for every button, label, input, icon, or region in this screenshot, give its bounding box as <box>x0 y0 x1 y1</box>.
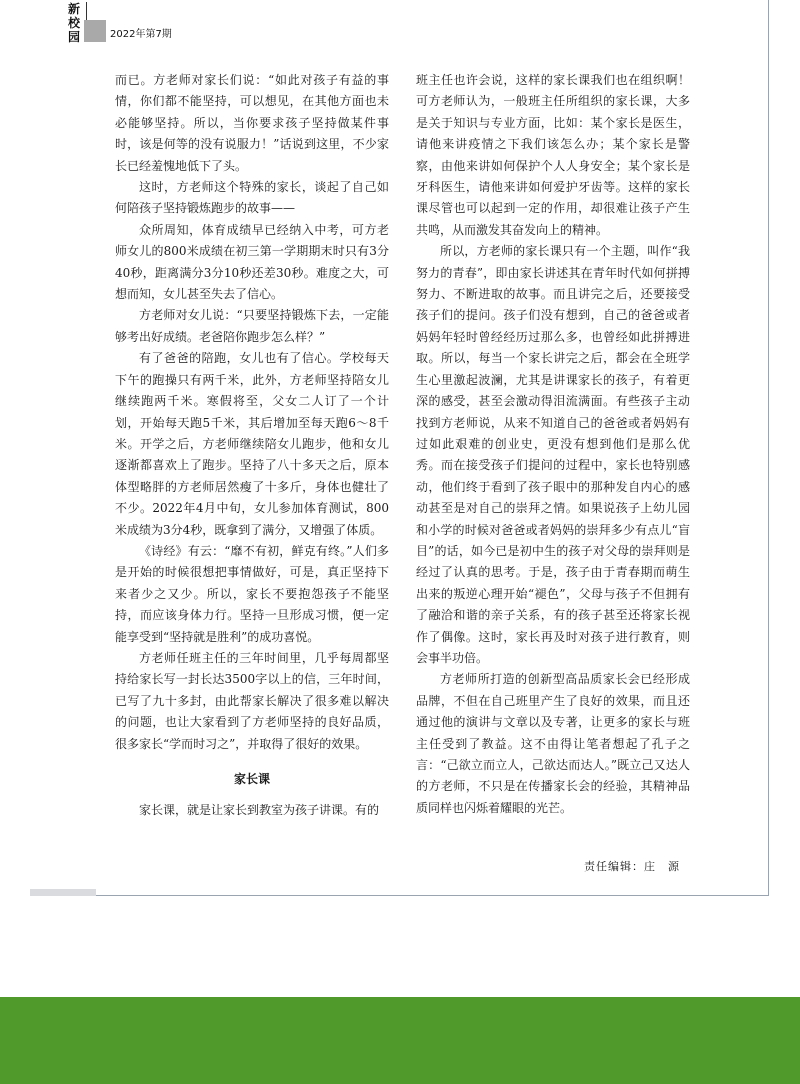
brand-char: 新 <box>68 2 81 16</box>
right-column <box>416 70 690 819</box>
paragraph: 家长课，就是让家长到教室为孩子讲课。有的 <box>139 803 380 818</box>
paragraph: 方老师任班主任的三年时间里，几乎每周都坚持给家长写一封长达3500字以上的信，三年时间，已写了九十多封，由此帮家长解决了很多难以解决的问题，也让大家看到了方老师坚持的良好品质，很多家长“学而时习之”，并取得了很好的效果。 <box>115 650 389 751</box>
issue-label: 2022年第7期 <box>110 29 172 40</box>
editor-credit: 责任编辑：庄 源 <box>584 860 680 873</box>
paragraph: 这时，方老师这个特殊的家长，谈起了自己如何陪孩子坚持锻炼跑步的故事—— <box>115 180 389 216</box>
paragraph: 而已。方老师对家长们说：“如此对孩子有益的事情，你们都不能坚持，可以想见，在其他方面也未必能够坚持。所以，当你要求孩子坚持做某件事时，该是何等的没有说服力！”话说到这里，不少家长已经羞愧地低下了头。 <box>115 73 389 173</box>
brand-char: 校 <box>68 16 81 30</box>
paragraph: 所以，方老师的家长课只有一个主题，叫作“我努力的青春”，即由家长讲述其在青年时代如何拼搏努力、不断进取的故事。而且讲完之后，还要接受孩子们的提问。孩子们没有想到，自己的爸爸或者妈妈年轻时曾经经历过那么多，也曾经如此拼搏进取。所以，每当一个家长讲完之后，都会在全班学生心里激起波澜，尤其是讲课家长的孩子，有着更深的感受，甚至会激动得泪流满面。有些孩子主动找到方老师说，从来不知道自己的爸爸或者妈妈有过如此艰难的创业史，更没有想到他们是那么优秀。而在接受孩子们提问的过程中，家长也特别感动，他们终于看到了孩子眼中的那种发自内心的感动甚至是对自己的崇拜之情。如果说孩子上幼儿园和小学的时候对爸爸或者妈妈的崇拜多少有点儿“盲目”的话，如今已是初中生的孩子对父母的崇拜则是经过了认真的思考。于是，孩子由于青春期而萌生出来的叛逆心理开始“褪色”，父母与孩子不但拥有了融洽和谐的亲子关系，有的孩子甚至还将家长视作了偶像。这时，家长再及时对孩子进行教育，则会事半功倍。 <box>416 244 690 665</box>
paragraph: 方老师所打造的创新型高品质家长会已经形成品牌，不但在自己班里产生了良好的效果，而且还通过他的演讲与文章以及专著，让更多的家长与班主任受到了教益。这不由得让笔者想起了孔子之言：“己欲立而立人，己欲达而达人。”既立己又达人的方老师，不只是在传播家长会的经验，其精神品质同样也闪烁着耀眼的光芒。 <box>416 672 690 815</box>
paragraph: 方老师对女儿说：“只要坚持锻炼下去，一定能够考出好成绩。老爸陪你跑步怎么样？” <box>115 308 389 344</box>
paragraph: 《诗经》有云：“靡不有初，鲜克有终。”人们多是开始的时候很想把事情做好，可是，真正坚持下来者少之又少。所以，家长不要抱怨孩子不能坚持，而应该身体力行。坚持一旦形成习惯，便一定能享受到“坚持就是胜利”的成功喜悦。 <box>115 543 389 644</box>
paragraph: 班主任也许会说，这样的家长课我们也在组织啊！可方老师认为，一般班主任所组织的家长课，大多是关于知识与专业方面，比如：某个家长是医生，请他来讲疫情之下我们该怎么办；某个家长是警察，由他来讲如何保护个人人身安全；某个家长是牙科医生，请他来讲如何爱护牙齿等。这样的家长课尽管也可以起到一定的作用，却很难让孩子产生共鸣，从而激发其奋发向上的精神。 <box>416 73 690 237</box>
left-column <box>115 70 389 822</box>
corner-strip <box>30 889 96 896</box>
footer-green-band <box>0 997 800 1084</box>
brand-char: 园 <box>68 30 81 44</box>
paragraph: 有了爸爸的陪跑，女儿也有了信心。学校每天下午的跑操只有两千米，此外，方老师坚持陪女儿继续跑两千米。寒假将至，父女二人订了一个计划，开始每天跑5千米，其后增加至每天跑6～8千米。开学之后，方老师继续陪女儿跑步，他和女儿逐渐都喜欢上了跑步。坚持了八十多天之后，原本体型略胖的方老师居然瘦了十多斤，身体也健壮了不少。2022年4月中旬，女儿参加体育测试，800米成绩为3分4秒，既拿到了满分，又增强了体质。 <box>115 351 389 537</box>
paragraph: 众所周知，体育成绩早已经纳入中考，可方老师女儿的800米成绩在初三第一学期期末时只有3分40秒，距离满分3分10秒还差30秒。难度之大，可想而知，女儿甚至失去了信心。 <box>115 222 389 302</box>
brand-gray-box <box>84 20 106 42</box>
section-heading: 家长课 <box>233 772 270 786</box>
